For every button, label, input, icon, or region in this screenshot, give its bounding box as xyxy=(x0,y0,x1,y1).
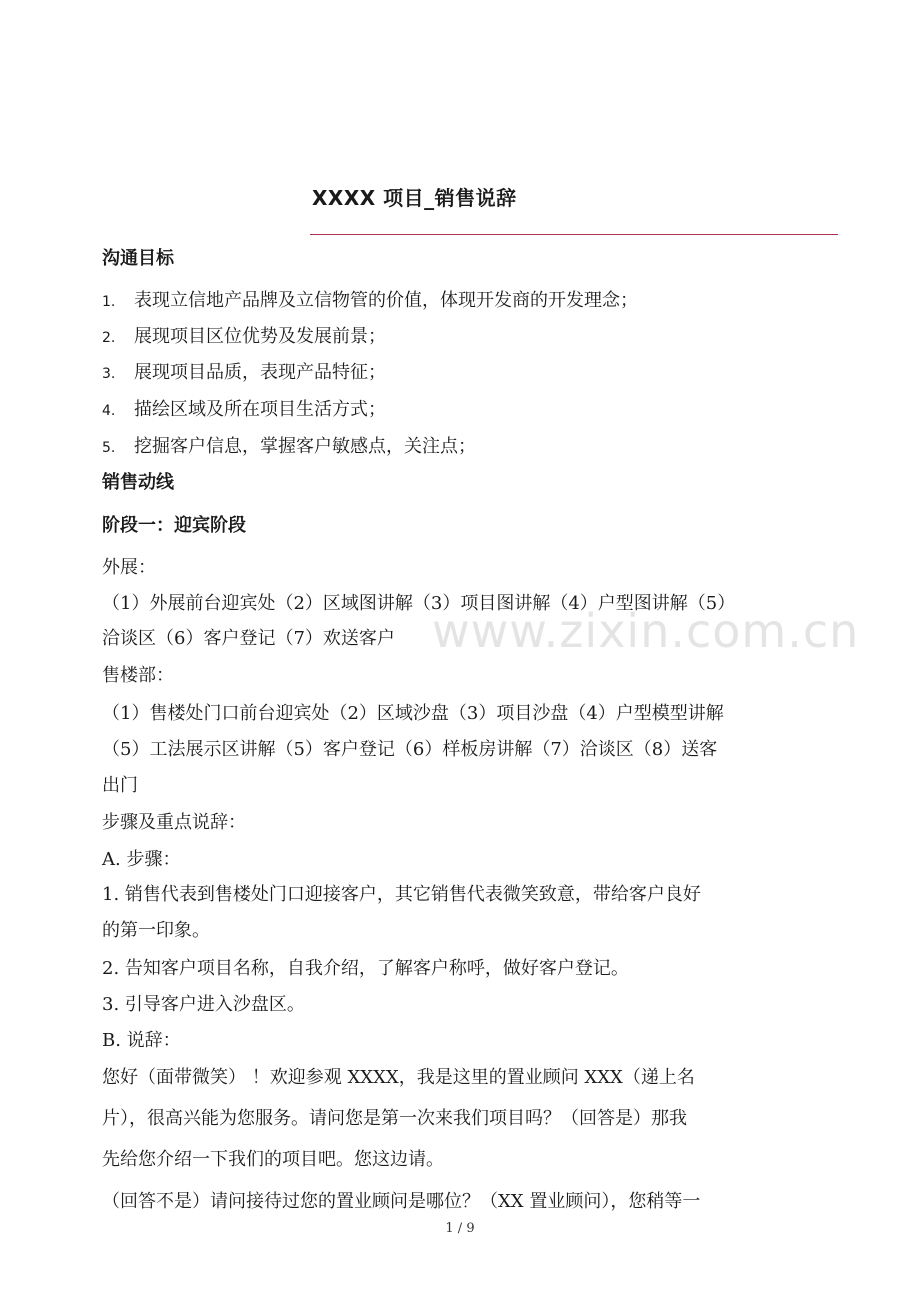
page-number: 1 / 9 xyxy=(445,1221,475,1236)
body-line: （回答不是）请问接待过您的置业顾问是哪位？（XX 置业顾问），您稍等一 xyxy=(102,1191,701,1212)
body-line: 1. 销售代表到售楼处门口迎接客户，其它销售代表微笑致意，带给客户良好 xyxy=(102,884,701,905)
watermark: www.zixin.com.cn xyxy=(432,604,860,658)
body-line: 洽谈区（6）客户登记（7）欢送客户 xyxy=(102,628,395,649)
goal-item: 5. 挖掘客户信息，掌握客户敏感点，关注点； xyxy=(102,436,476,457)
body-line: 外展： xyxy=(102,557,156,578)
body-line: 3. 引导客户进入沙盘区。 xyxy=(102,994,305,1015)
goal-item: 4. 描绘区域及所在项目生活方式； xyxy=(102,399,386,420)
section-heading-goals: 沟通目标 xyxy=(102,248,174,269)
body-line: 出门 xyxy=(102,775,138,796)
section-heading-route: 销售动线 xyxy=(102,472,174,493)
body-line: 步骤及重点说辞： xyxy=(102,812,246,833)
body-line: B. 说辞： xyxy=(102,1030,181,1051)
body-line: A. 步骤： xyxy=(102,849,181,870)
stage-heading: 阶段一：迎宾阶段 xyxy=(102,515,246,536)
body-line: 片），很高兴能为您服务。请问您是第一次来我们项目吗？（回答是）那我 xyxy=(102,1108,687,1129)
body-line: （5）工法展示区讲解（5）客户登记（6）样板房讲解（7）洽谈区（8）送客 xyxy=(102,739,718,760)
body-line: （1）售楼处门口前台迎宾处（2）区域沙盘（3）项目沙盘（4）户型模型讲解 xyxy=(102,703,724,724)
goal-item: 2. 展现项目区位优势及发展前景； xyxy=(102,326,386,347)
body-line: 先给您介绍一下我们的项目吧。您这边请。 xyxy=(102,1149,444,1170)
body-line: （1）外展前台迎宾处（2）区域图讲解（3）项目图讲解（4）户型图讲解（5） xyxy=(102,593,736,614)
body-line: 的第一印象。 xyxy=(102,920,210,941)
body-line: 您好（面带微笑） ！欢迎参观 XXXX，我是这里的置业顾问 XXX（递上名 xyxy=(102,1067,695,1088)
body-line: 2. 告知客户项目名称，自我介绍，了解客户称呼，做好客户登记。 xyxy=(102,958,629,979)
goal-item: 1. 表现立信地产品牌及立信物管的价值，体现开发商的开发理念； xyxy=(102,290,638,311)
title-underline xyxy=(310,234,838,235)
document-title: XXXX 项目_销售说辞 xyxy=(312,186,517,210)
goal-item: 3. 展现项目品质，表现产品特征； xyxy=(102,362,386,383)
body-line: 售楼部： xyxy=(102,665,174,686)
